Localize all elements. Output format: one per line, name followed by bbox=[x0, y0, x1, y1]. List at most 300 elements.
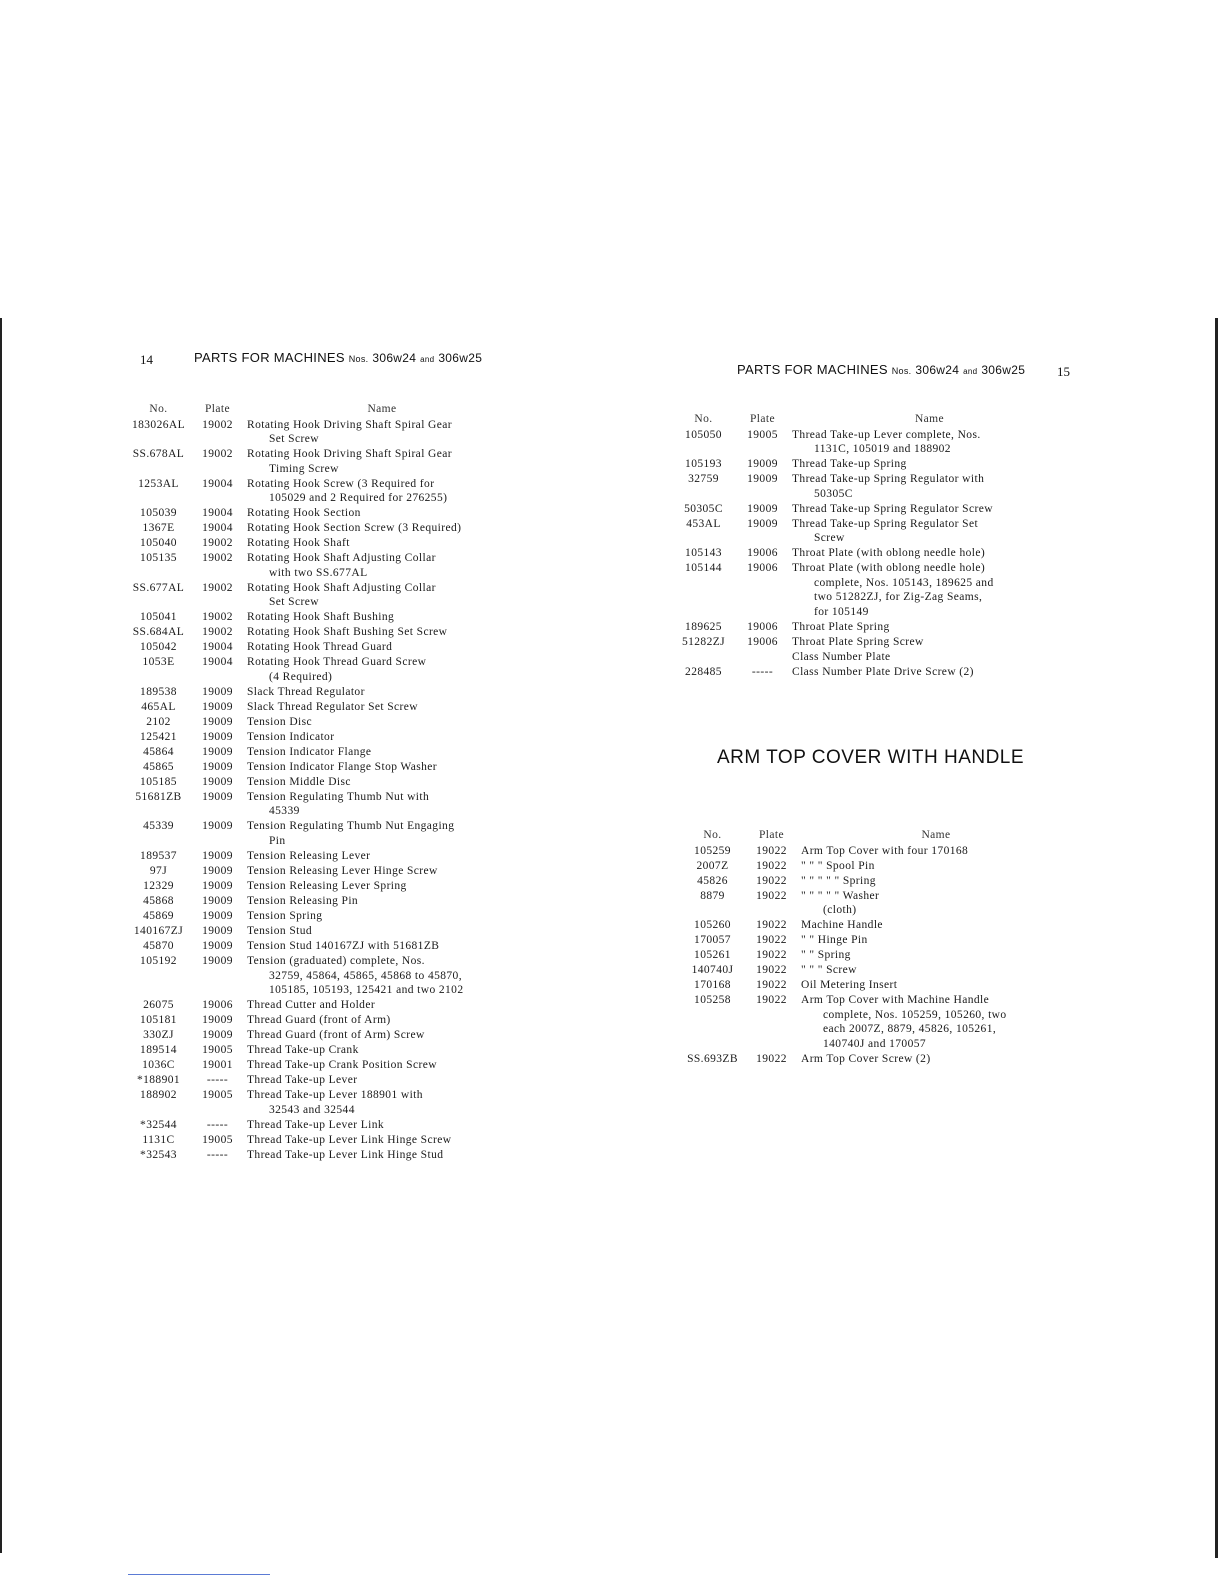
part-number: *188901 bbox=[136, 1074, 181, 1086]
part-name bbox=[245, 790, 517, 819]
running-title bbox=[194, 350, 482, 365]
plate-number: 19004 bbox=[202, 522, 233, 535]
part-number: 105144 bbox=[685, 562, 722, 575]
plate-number: 19009 bbox=[202, 850, 233, 863]
plate-number: 19009 bbox=[202, 700, 233, 713]
table-row bbox=[127, 998, 517, 1013]
table-row bbox=[127, 1118, 517, 1133]
plate-number: ----- bbox=[751, 666, 774, 678]
plate-number: ----- bbox=[206, 1118, 229, 1131]
column-header-name: Name bbox=[921, 829, 951, 841]
plate-number: 19009 bbox=[202, 790, 233, 803]
table-row bbox=[127, 924, 517, 939]
part-name bbox=[799, 889, 1071, 918]
part-number: SS.677AL bbox=[132, 581, 185, 594]
plate-number: 19006 bbox=[747, 547, 778, 560]
rows-container bbox=[681, 844, 1071, 1067]
plate-number: 19009 bbox=[747, 502, 778, 515]
table-row bbox=[681, 993, 1071, 1051]
part-number: 188902 bbox=[140, 1088, 177, 1101]
part-name bbox=[799, 918, 1071, 933]
parts-table-arm-top-cover bbox=[681, 828, 1071, 1067]
part-name-line: " " Hinge Pin bbox=[801, 934, 868, 947]
part-number: 170057 bbox=[694, 934, 731, 947]
table-row bbox=[127, 418, 517, 447]
table-row bbox=[672, 650, 1067, 665]
part-name-line: Throat Plate (with oblong needle hole) bbox=[792, 562, 986, 575]
part-number: 140740J bbox=[691, 964, 734, 977]
part-name-line: with two SS.677AL bbox=[269, 566, 368, 579]
part-number: 125421 bbox=[140, 730, 177, 743]
part-name-line: Slack Thread Regulator bbox=[247, 685, 365, 698]
part-number: 183026AL bbox=[131, 418, 186, 431]
part-name bbox=[245, 1133, 517, 1148]
parts-table-right bbox=[672, 412, 1067, 680]
table-row bbox=[672, 457, 1067, 472]
part-name bbox=[245, 685, 517, 700]
part-name-line: Pin bbox=[269, 835, 286, 848]
part-number: *32544 bbox=[140, 1118, 177, 1131]
part-name-line: Thread Take-up Spring Regulator Set bbox=[792, 517, 979, 530]
part-number: 228485 bbox=[685, 666, 722, 678]
part-name-line: complete, Nos. 105143, 189625 and bbox=[814, 576, 994, 589]
part-name-line: Thread Take-up Spring Regulator Screw bbox=[792, 502, 993, 515]
part-number: 50305C bbox=[684, 502, 723, 515]
table-row bbox=[672, 635, 1067, 650]
table-row bbox=[127, 1088, 517, 1117]
part-number: 465AL bbox=[141, 700, 176, 713]
part-name bbox=[245, 775, 517, 790]
part-number: 1131C bbox=[142, 1133, 175, 1146]
table-row bbox=[672, 561, 1067, 619]
table-row bbox=[127, 939, 517, 954]
part-name-line: Tension Spring bbox=[247, 909, 323, 922]
part-number: *32543 bbox=[140, 1148, 177, 1161]
part-name bbox=[245, 715, 517, 730]
part-number: 105042 bbox=[140, 641, 177, 654]
part-number: 45826 bbox=[697, 874, 728, 887]
part-name bbox=[245, 954, 517, 998]
part-number: 105050 bbox=[685, 428, 722, 441]
part-name bbox=[790, 546, 1067, 561]
table-row bbox=[681, 1052, 1071, 1067]
plate-number: 19009 bbox=[747, 517, 778, 530]
table-row bbox=[127, 1013, 517, 1028]
part-name-line: 45339 bbox=[269, 805, 300, 818]
part-name bbox=[245, 655, 517, 684]
part-name bbox=[245, 864, 517, 879]
part-name bbox=[245, 700, 517, 715]
plate-number: 19022 bbox=[756, 1052, 787, 1065]
part-name-line: Thread Take-up Lever Link Hinge Screw bbox=[247, 1133, 452, 1146]
part-name-line: Timing Screw bbox=[269, 462, 339, 475]
plate-number: 19004 bbox=[202, 477, 233, 490]
part-name-line: Throat Plate Spring Screw bbox=[792, 636, 924, 649]
column-headers bbox=[681, 828, 1071, 843]
plate-number: 19005 bbox=[202, 1044, 233, 1057]
rows-container bbox=[672, 428, 1067, 680]
part-name-line: Thread Guard (front of Arm) bbox=[247, 1014, 391, 1027]
plate-number: 19002 bbox=[202, 418, 233, 431]
table-row bbox=[127, 1148, 517, 1163]
plate-number: 19002 bbox=[202, 626, 233, 639]
plate-number: 19002 bbox=[202, 552, 233, 565]
part-name-line: Tension (graduated) complete, Nos. bbox=[247, 954, 425, 967]
plate-number: 19009 bbox=[202, 775, 233, 788]
plate-number: 19009 bbox=[202, 865, 233, 877]
part-number: 105135 bbox=[140, 552, 177, 565]
plate-number: ----- bbox=[206, 1074, 229, 1086]
column-header-no: No. bbox=[703, 829, 722, 841]
part-name-line: Rotating Hook Driving Shaft Spiral Gear bbox=[247, 418, 453, 431]
part-number: 1253AL bbox=[138, 477, 179, 490]
part-name bbox=[790, 561, 1067, 619]
part-name bbox=[799, 1052, 1071, 1067]
part-name bbox=[245, 894, 517, 909]
right-page-header bbox=[675, 362, 1075, 384]
part-name-line: Tension Stud bbox=[247, 924, 313, 937]
table-row bbox=[672, 620, 1067, 635]
part-name bbox=[790, 635, 1067, 650]
part-name-line: Tension Stud 140167ZJ with 51681ZB bbox=[247, 939, 440, 952]
table-row bbox=[127, 775, 517, 790]
part-name-line: Rotating Hook Driving Shaft Spiral Gear bbox=[247, 448, 453, 461]
part-number: 45869 bbox=[143, 909, 174, 922]
part-name-line: Tension Disc bbox=[247, 715, 313, 728]
table-row bbox=[681, 963, 1071, 978]
part-name-line: Screw bbox=[814, 532, 845, 545]
part-name bbox=[790, 457, 1067, 472]
table-row bbox=[672, 665, 1067, 680]
part-number: 105258 bbox=[694, 994, 731, 1007]
part-name-line: 50305C bbox=[814, 487, 853, 500]
part-name-line: Thread Take-up Lever Link Hinge Stud bbox=[247, 1148, 444, 1161]
part-name-line: Tension Indicator bbox=[247, 730, 335, 743]
part-name bbox=[245, 939, 517, 954]
part-number: 26075 bbox=[143, 999, 174, 1012]
part-number: 105185 bbox=[140, 775, 177, 788]
plate-number: 19022 bbox=[756, 859, 787, 872]
plate-number: 19006 bbox=[747, 562, 778, 575]
part-number: 105261 bbox=[694, 949, 731, 962]
plate-number: 19004 bbox=[202, 507, 233, 520]
part-name bbox=[245, 879, 517, 894]
part-name bbox=[245, 819, 517, 848]
part-number: 105039 bbox=[140, 507, 177, 520]
table-row bbox=[127, 640, 517, 655]
part-name bbox=[245, 1013, 517, 1028]
part-name bbox=[245, 745, 517, 760]
table-row bbox=[127, 581, 517, 610]
part-number: 45339 bbox=[143, 820, 174, 833]
running-title-prefix: PARTS FOR MACHINES bbox=[737, 362, 888, 377]
plate-number: 19004 bbox=[202, 656, 233, 669]
table-row bbox=[127, 521, 517, 536]
table-row bbox=[127, 1028, 517, 1043]
part-name-line: Tension Middle Disc bbox=[247, 775, 351, 788]
table-row bbox=[127, 625, 517, 640]
table-row bbox=[127, 879, 517, 894]
part-name-line: " " " Spool Pin bbox=[801, 859, 875, 872]
running-title-model-a: 306w24 bbox=[372, 351, 417, 365]
part-name bbox=[790, 472, 1067, 501]
plate-number: 19009 bbox=[202, 745, 233, 758]
part-name-line: Rotating Hook Thread Guard bbox=[247, 641, 393, 654]
part-number: 105193 bbox=[685, 458, 722, 471]
part-name-line: Thread Take-up Spring bbox=[792, 458, 907, 471]
plate-number: 19009 bbox=[202, 939, 233, 952]
plate-number: 19009 bbox=[202, 685, 233, 698]
table-row bbox=[127, 954, 517, 998]
part-name bbox=[245, 640, 517, 655]
part-name-line: 32759, 45864, 45865, 45868 to 45870, bbox=[269, 969, 462, 982]
plate-number: 19022 bbox=[756, 874, 787, 887]
part-name-line: Tension Indicator Flange bbox=[247, 745, 372, 758]
table-row bbox=[127, 536, 517, 551]
table-row bbox=[127, 730, 517, 745]
part-name-line: Thread Take-up Spring Regulator with bbox=[792, 473, 985, 486]
part-name-line: " " " " " Washer bbox=[801, 889, 880, 902]
part-name-line: Thread Take-up Lever complete, Nos. bbox=[792, 428, 981, 441]
part-number: 170168 bbox=[694, 979, 731, 992]
part-number: 45864 bbox=[143, 745, 174, 758]
plate-number: 19009 bbox=[202, 894, 233, 907]
page-number: 14 bbox=[140, 352, 153, 367]
part-name bbox=[245, 849, 517, 864]
running-title-and: and bbox=[420, 355, 435, 364]
table-row bbox=[127, 909, 517, 924]
part-name-line: for 105149 bbox=[814, 606, 869, 619]
part-name-line: Tension Indicator Flange Stop Washer bbox=[247, 760, 438, 773]
table-row bbox=[127, 1133, 517, 1148]
column-header-no: No. bbox=[694, 413, 713, 425]
part-name-line: two 51282ZJ, for Zig-Zag Seams, bbox=[814, 591, 983, 604]
column-headers bbox=[672, 412, 1067, 427]
part-name-line: 140740J and 170057 bbox=[823, 1037, 927, 1050]
table-row bbox=[681, 844, 1071, 859]
part-name bbox=[245, 477, 517, 506]
part-number: 1036C bbox=[142, 1059, 175, 1072]
plate-number: 19005 bbox=[202, 1088, 233, 1101]
part-name-line: Set Screw bbox=[269, 433, 319, 446]
part-name-line: Thread Take-up Crank Position Screw bbox=[247, 1059, 437, 1072]
table-row bbox=[681, 948, 1071, 963]
plate-number: 19009 bbox=[202, 760, 233, 773]
part-name bbox=[245, 551, 517, 580]
plate-number: 19009 bbox=[202, 879, 233, 892]
part-name bbox=[799, 933, 1071, 948]
part-name-line: 1131C, 105019 and 188902 bbox=[814, 443, 951, 456]
plate-number: 19022 bbox=[756, 889, 787, 902]
column-header-name: Name bbox=[914, 413, 945, 425]
part-number: SS.693ZB bbox=[687, 1052, 738, 1065]
plate-number bbox=[735, 650, 790, 665]
part-number: 453AL bbox=[686, 517, 721, 530]
table-row bbox=[127, 447, 517, 476]
part-name-line: " " Spring bbox=[801, 949, 851, 962]
table-row bbox=[127, 610, 517, 625]
part-number: 105259 bbox=[694, 844, 731, 857]
part-name bbox=[245, 760, 517, 775]
bottom-rule bbox=[128, 1574, 270, 1575]
page-number: 15 bbox=[1057, 364, 1070, 379]
plate-number: 19009 bbox=[202, 954, 233, 967]
part-number: 45865 bbox=[143, 760, 174, 773]
left-page-header bbox=[140, 350, 600, 372]
part-name-line: Rotating Hook Shaft Bushing bbox=[247, 611, 395, 624]
part-name-line: Throat Plate (with oblong needle hole) bbox=[792, 547, 986, 560]
part-name-line: " " " Screw bbox=[801, 964, 857, 977]
plate-number: 19005 bbox=[202, 1133, 233, 1146]
part-number: 8879 bbox=[700, 889, 725, 902]
plate-number: 19009 bbox=[202, 909, 233, 922]
part-name-line: Thread Take-up Lever Link bbox=[247, 1118, 385, 1131]
table-row bbox=[127, 551, 517, 580]
part-number: 189538 bbox=[140, 685, 177, 698]
table-row bbox=[127, 685, 517, 700]
plate-number: 19009 bbox=[202, 924, 233, 937]
part-name-line: Rotating Hook Section bbox=[247, 507, 361, 520]
column-header-plate: Plate bbox=[759, 829, 784, 841]
plate-number: 19022 bbox=[756, 979, 787, 992]
part-name-line: Rotating Hook Screw (3 Required for bbox=[247, 477, 435, 490]
part-number: 97J bbox=[149, 865, 168, 877]
part-name-line: 105029 and 2 Required for 276255) bbox=[269, 492, 448, 505]
part-name bbox=[799, 948, 1071, 963]
table-row bbox=[127, 506, 517, 521]
plate-number: 19002 bbox=[202, 448, 233, 461]
plate-number: 19009 bbox=[202, 1014, 233, 1027]
table-row bbox=[127, 849, 517, 864]
running-title-model-b: 306w25 bbox=[981, 363, 1026, 377]
table-row bbox=[127, 819, 517, 848]
part-name bbox=[245, 625, 517, 640]
part-number: 105260 bbox=[694, 919, 731, 932]
plate-number: 19002 bbox=[202, 581, 233, 594]
section-title: ARM TOP COVER WITH HANDLE bbox=[717, 747, 1025, 768]
table-row bbox=[127, 655, 517, 684]
part-name bbox=[245, 1073, 517, 1088]
part-name-line: Tension Regulating Thumb Nut with bbox=[247, 790, 430, 803]
part-name bbox=[799, 993, 1071, 1051]
column-header-plate: Plate bbox=[750, 413, 775, 425]
table-row bbox=[681, 889, 1071, 918]
table-row bbox=[127, 760, 517, 775]
part-name-line: 32543 and 32544 bbox=[269, 1103, 355, 1116]
part-name-line: Machine Handle bbox=[801, 919, 883, 932]
table-row bbox=[681, 859, 1071, 874]
part-name bbox=[245, 506, 517, 521]
part-name bbox=[245, 521, 517, 536]
part-name bbox=[790, 620, 1067, 635]
plate-number: 19009 bbox=[202, 730, 233, 743]
table-row bbox=[681, 933, 1071, 948]
part-name bbox=[790, 502, 1067, 517]
part-number: 189537 bbox=[140, 850, 177, 863]
part-name bbox=[245, 418, 517, 447]
plate-number: 19009 bbox=[747, 458, 778, 471]
part-number: 105181 bbox=[140, 1014, 177, 1027]
part-name bbox=[790, 665, 1067, 680]
table-row bbox=[127, 1058, 517, 1073]
plate-number: 19009 bbox=[747, 473, 778, 486]
table-row bbox=[672, 502, 1067, 517]
part-name bbox=[245, 998, 517, 1013]
part-number: 1053E bbox=[142, 656, 175, 669]
part-name-line: Rotating Hook Thread Guard Screw bbox=[247, 656, 427, 669]
part-name bbox=[245, 909, 517, 924]
page-edge-left bbox=[0, 318, 2, 1553]
part-name bbox=[245, 610, 517, 625]
part-name-line: " " " " " Spring bbox=[801, 874, 876, 887]
table-row bbox=[127, 894, 517, 909]
plate-number: 19022 bbox=[756, 844, 787, 857]
part-name bbox=[790, 650, 1067, 665]
table-row bbox=[672, 517, 1067, 546]
plate-number: 19022 bbox=[756, 964, 787, 977]
table-row bbox=[127, 790, 517, 819]
table-row bbox=[127, 715, 517, 730]
part-name-line: Thread Cutter and Holder bbox=[247, 999, 376, 1012]
part-name-line: Tension Releasing Lever Spring bbox=[247, 879, 407, 892]
part-name-line: Tension Regulating Thumb Nut Engaging bbox=[247, 820, 455, 833]
part-number: SS.684AL bbox=[132, 626, 185, 639]
part-number: 189514 bbox=[140, 1044, 177, 1057]
running-title-nos: Nos. bbox=[891, 366, 912, 376]
part-number: 105192 bbox=[140, 954, 177, 967]
running-title-model-b: 306w25 bbox=[438, 351, 483, 365]
part-number: 2007Z bbox=[696, 859, 729, 872]
part-name-line: Slack Thread Regulator Set Screw bbox=[247, 700, 418, 713]
part-name-line: Tension Releasing Lever Hinge Screw bbox=[247, 865, 438, 877]
part-name-line: Rotating Hook Section Screw (3 Required) bbox=[247, 522, 462, 535]
part-name-line: Class Number Plate bbox=[792, 651, 891, 664]
part-number: 189625 bbox=[685, 621, 722, 634]
part-name bbox=[245, 1088, 517, 1117]
table-row bbox=[127, 864, 517, 879]
part-name-line: Rotating Hook Shaft Adjusting Collar bbox=[247, 552, 436, 565]
part-name-line: Thread Guard (front of Arm) Screw bbox=[247, 1029, 425, 1042]
part-number: 330ZJ bbox=[143, 1029, 174, 1042]
part-number: SS.678AL bbox=[132, 448, 185, 461]
part-number: 105041 bbox=[140, 611, 177, 624]
part-name-line: Arm Top Cover with Machine Handle bbox=[801, 994, 990, 1007]
part-name-line: Class Number Plate Drive Screw (2) bbox=[792, 666, 974, 678]
part-name-line: Rotating Hook Shaft Adjusting Collar bbox=[247, 581, 436, 594]
part-name bbox=[245, 1028, 517, 1043]
part-name-line: (4 Required) bbox=[269, 670, 333, 683]
parts-table-left bbox=[127, 402, 517, 1163]
column-headers bbox=[127, 402, 517, 417]
plate-number: 19022 bbox=[756, 919, 787, 932]
part-name-line: Tension Releasing Lever bbox=[247, 850, 371, 863]
part-name-line: Arm Top Cover with four 170168 bbox=[801, 844, 969, 857]
plate-number: 19006 bbox=[747, 621, 778, 634]
column-header-plate: Plate bbox=[205, 403, 230, 415]
table-row bbox=[681, 874, 1071, 889]
plate-number: 19001 bbox=[202, 1059, 233, 1072]
plate-number: 19022 bbox=[756, 994, 787, 1007]
part-name bbox=[799, 874, 1071, 889]
part-name-line: Thread Take-up Lever bbox=[247, 1074, 358, 1086]
part-name bbox=[245, 1058, 517, 1073]
plate-number: 19022 bbox=[756, 934, 787, 947]
part-name bbox=[245, 447, 517, 476]
table-row bbox=[672, 546, 1067, 561]
part-name bbox=[799, 963, 1071, 978]
part-number: 105040 bbox=[140, 537, 177, 550]
part-number: 105143 bbox=[685, 547, 722, 560]
